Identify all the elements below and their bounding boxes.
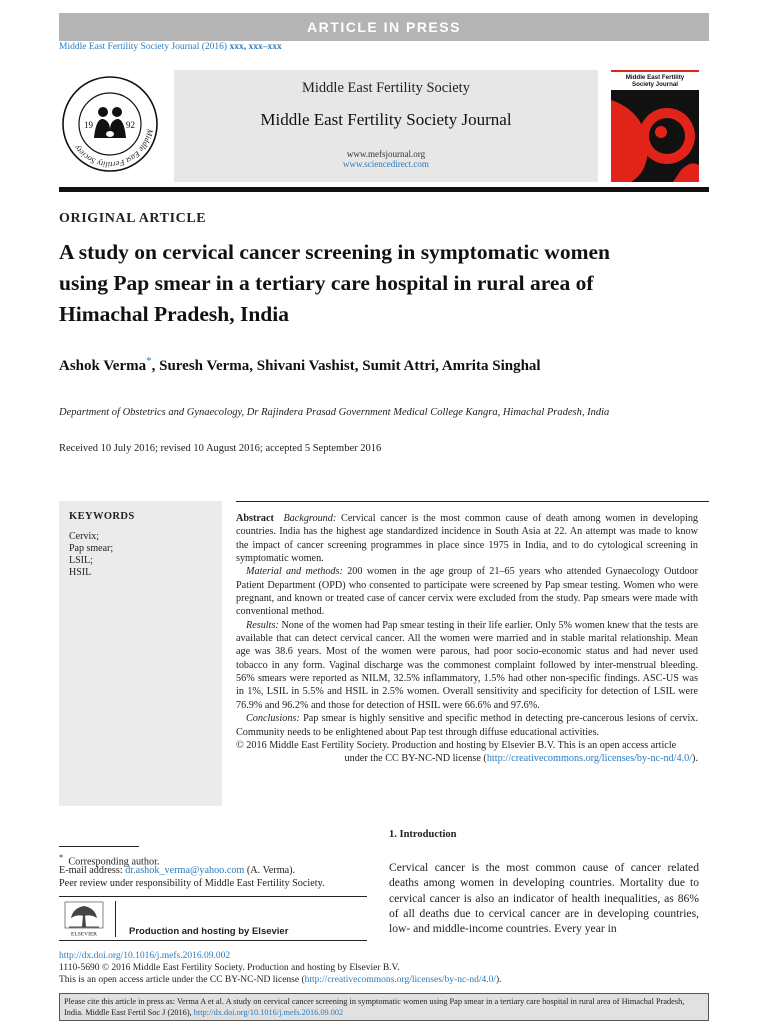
keywords-title: KEYWORDS — [69, 511, 135, 522]
footnote-peer-review: Peer review under responsibility of Middle East Fertility Society. — [59, 878, 325, 889]
issn-copyright: 1110-5690 © 2016 Middle East Fertility Society. Production and hosting by Elsevier B.V. — [59, 963, 400, 973]
article-in-press-banner: ARTICLE IN PRESS — [59, 13, 709, 41]
corresponding-author-mark[interactable]: * — [146, 355, 152, 367]
keyword-item: LSIL; — [69, 555, 93, 566]
abstract-methods — [236, 565, 698, 618]
abstract-results — [236, 619, 698, 712]
cover-title-line2: Society Journal — [631, 81, 679, 88]
journal-reference-prefix: Middle East Fertility Society Journal (2016) — [59, 42, 230, 52]
open-access-suffix: ). — [496, 975, 502, 985]
license-link[interactable]: http://creativecommons.org/licenses/by-nc-nd/4.0/ — [486, 753, 693, 765]
background-label: Background: — [283, 513, 337, 524]
abstract-license — [236, 752, 698, 765]
elsevier-divider — [115, 901, 116, 937]
seal-year-right: 92 — [126, 120, 135, 130]
header-divider — [59, 187, 709, 192]
results-label: Results: — [246, 619, 279, 631]
abstract-label: Abstract — [236, 513, 274, 524]
first-author[interactable]: Ashok Verma — [59, 358, 147, 374]
journal-cover-image — [611, 70, 699, 182]
society-name: Middle East Fertility Society — [302, 80, 470, 96]
elsevier-hosting-label: Production and hosting by Elsevier — [129, 926, 289, 937]
journal-reference — [59, 42, 282, 52]
open-access-prefix: This is an open access article under the CC BY-NC-ND license ( — [59, 975, 305, 985]
open-access-statement — [59, 975, 502, 985]
keywords-box — [59, 501, 222, 806]
footnote-email — [59, 864, 295, 877]
seal-year-left: 19 — [84, 120, 93, 130]
methods-label: Material and methods: — [246, 566, 343, 578]
abstract-conclusions — [236, 712, 698, 739]
affiliation: Department of Obstetrics and Gynaecology, Dr Rajindera Prasad Government Medical College Kangra, Himachal Pradesh, India — [59, 407, 610, 418]
doi-link[interactable]: http://dx.doi.org/10.1016/j.mefs.2016.09.002 — [59, 951, 231, 961]
abstract-top-rule — [236, 501, 709, 502]
results-text: None of the women had Pap smear testing in their life earlier. Only 5% women knew that the tests are available that can detect cervical cancer. All the women were married and in stable marital relationship. Mean age was 38.6 years. Most of the women were parous, had poor socio-economic status and had never used tobacco in any form. Vaginal discharge was the commonest complaint followed by inter-menstrual bleeding. 56% smears were reported as NILM, 32.5% inflammatory, 1.5% had other non-specific findings. ASC-US was in 1%, LSIL in 5.5% and HSIL in 2.5% women. Overall sensitivity and specificity for detection of LSIL were 76.9% and 96.2% and those for detection of HSIL were 66.6% and 97.6%. — [236, 619, 699, 711]
seal-ring-text: Middle East Fertility Society — [72, 128, 155, 170]
abstract-background — [236, 512, 698, 565]
author-list — [59, 355, 541, 375]
conclusions-text: Pap smear is highly sensitive and specific method in detecting pre-cancerous lesions of cervix. Community needs to be enlightened about Pap test through diffuse educational activities. — [236, 713, 698, 738]
abstract-copyright: © 2016 Middle East Fertility Society. Production and hosting by Elsevier B.V. This is an open access article — [236, 739, 677, 751]
other-authors: , Suresh Verma, Shivani Vashist, Sumit Attri, Amrita Singhal — [151, 358, 541, 374]
sciencedirect-url[interactable]: www.sciencedirect.com — [343, 159, 429, 169]
keyword-item: Pap smear; — [69, 543, 114, 554]
license-suffix: ). — [692, 753, 698, 765]
citation-box — [59, 993, 709, 1021]
introduction-text: Cervical cancer is the most common cause of cancer related deaths among women in developing countries. Mortality due to cervical cancer is also an indicator of health inequalities, as 86% of all deaths due to cervical cancer are in developing countries, low- and middle-income countries. Every year in — [389, 861, 699, 936]
journal-name: Middle East Fertility Society Journal — [260, 110, 512, 129]
author-email-link[interactable]: dr.ashok_verma@yahoo.com — [125, 865, 245, 876]
citation-doi-link[interactable]: http://dx.doi.org/10.1016/j.mefs.2016.09.002 — [193, 1008, 344, 1017]
article-dates: Received 10 July 2016; revised 10 August 2016; accepted 5 September 2016 — [59, 443, 382, 454]
open-access-license-link[interactable]: http://creativecommons.org/licenses/by-nc-nd/4.0/ — [304, 975, 496, 985]
footnote-email-suffix: (A. Verma). — [244, 865, 296, 876]
license-prefix: under the CC BY-NC-ND license ( — [344, 753, 487, 765]
citation-text: Please cite this article in press as: Verma A et al. A study on cervical cancer screening in symptomatic women using Pap smear in a tertiary care hospital in rural area of Himachal Pradesh, India. Middle East Fertil Soc J (2016), — [64, 997, 685, 1017]
article-type: ORIGINAL ARTICLE — [59, 211, 207, 226]
journal-url[interactable]: www.mefsjournal.org — [346, 149, 426, 159]
abstract — [236, 512, 698, 766]
keyword-item: HSIL — [69, 567, 92, 578]
elsevier-tree-logo — [63, 900, 105, 938]
introduction-heading: 1. Introduction — [389, 829, 457, 840]
background-text: Cervical cancer is the most common cause of death among women in developing countries. India has the highest age standardized incidence in South Asia at 22. An attempt was made to know the impact of cancer screening programmes in place since 1975 in India, and to do cytological screening in symptomatic women. — [236, 513, 699, 565]
article-title: A study on cervical cancer screening in symptomatic women using Pap smear in a tertiary care hospital in rural area of Himachal Pradesh, India — [59, 240, 610, 326]
society-seal-logo — [60, 74, 160, 174]
journal-header — [174, 70, 598, 182]
cover-title-line1: Middle East Fertility — [625, 74, 685, 81]
elsevier-hosting-box — [59, 896, 367, 941]
journal-reference-volume: xxx, xxx–xxx — [229, 42, 282, 52]
footnote-corresponding-text: Corresponding author. — [68, 856, 160, 868]
footnote-rule — [59, 846, 139, 847]
conclusions-label: Conclusions: — [246, 713, 300, 725]
footnote-star: * — [59, 852, 64, 862]
footnote-email-prefix: E-mail address: — [59, 865, 126, 876]
keyword-item: Cervix; — [69, 531, 99, 542]
elsevier-logo-text: ELSEVIER — [71, 931, 97, 938]
methods-text: 200 women in the age group of 21–65 years who attended Gynaecology Outdoor Patient Department (OPD) who consented to participate were screened by Pap smear testing. Women who were pregnant, and known or treated case of cancer cervix were excluded from the study. Pap smears were made with conventional method. — [236, 566, 699, 618]
